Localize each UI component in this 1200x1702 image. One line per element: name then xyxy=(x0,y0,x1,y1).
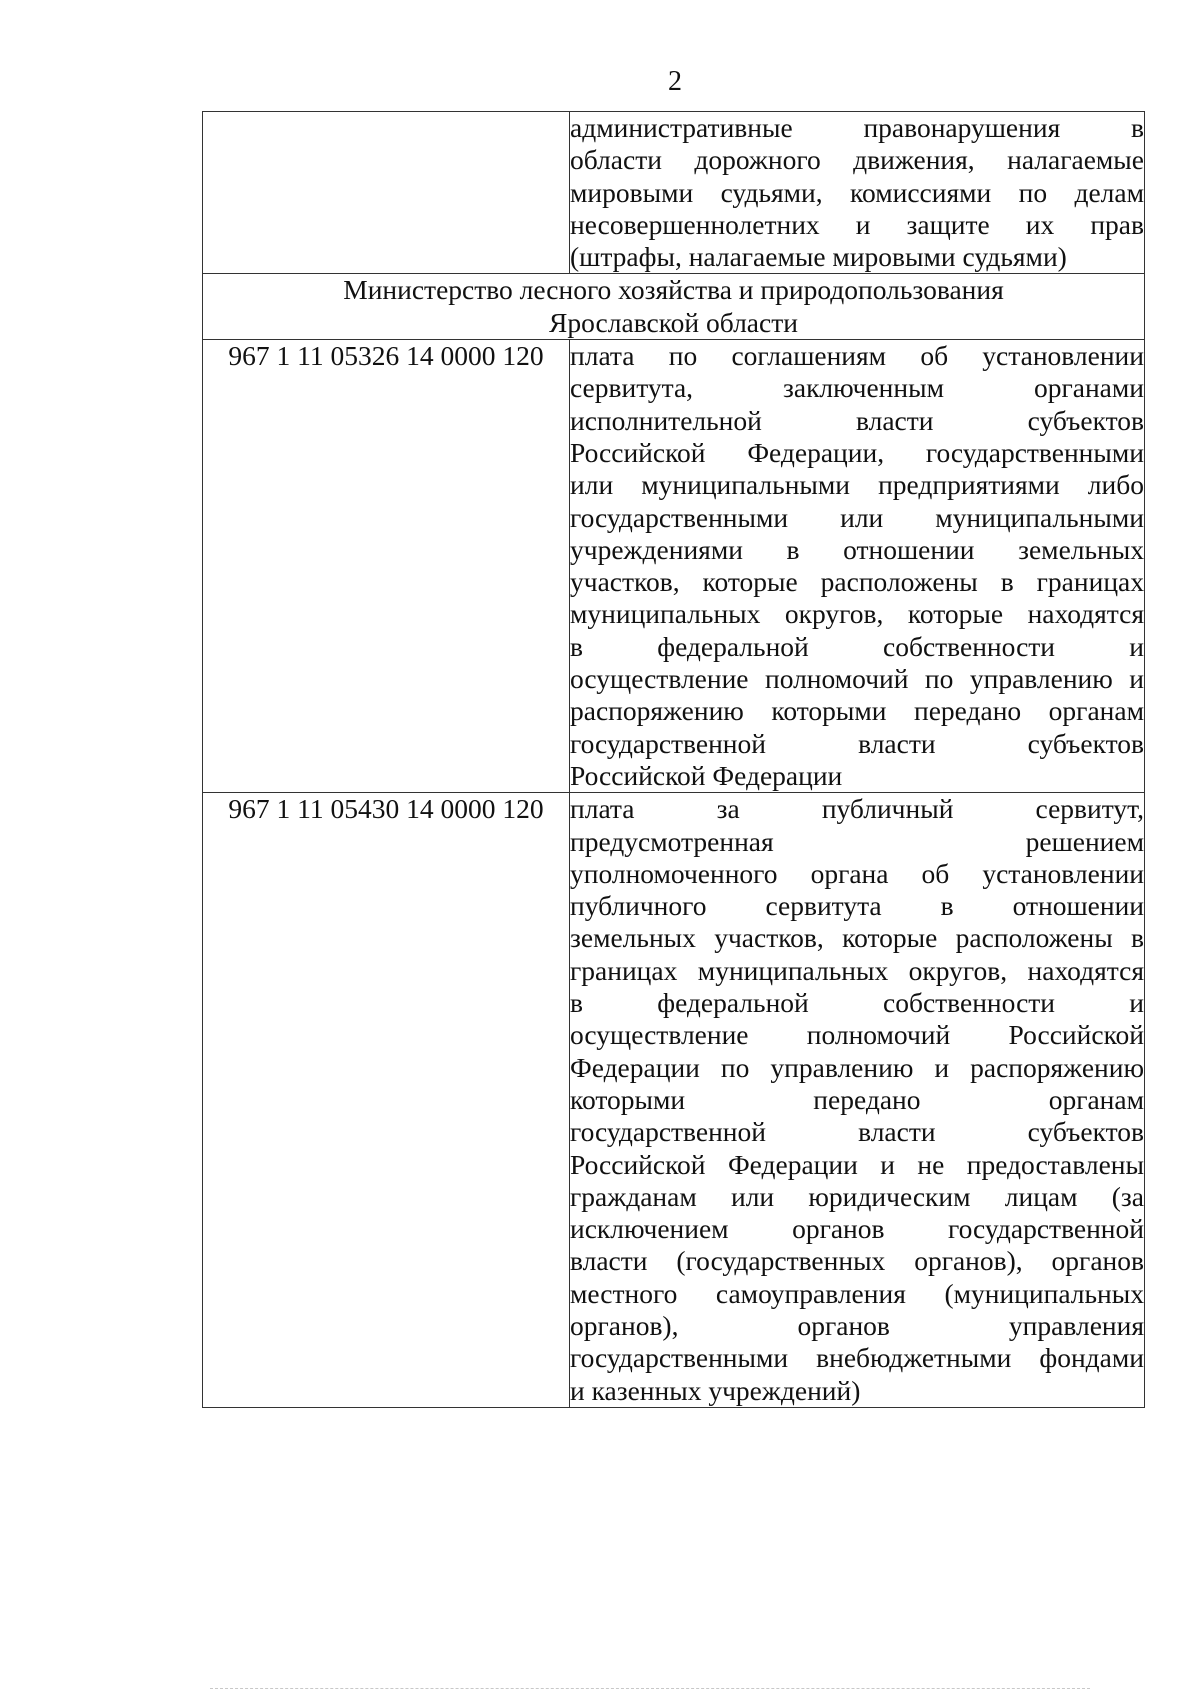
description-line: государственными внебюджетными фондами xyxy=(570,1342,1144,1374)
scan-bottom-edge xyxy=(210,1688,1090,1689)
code-cell-empty xyxy=(203,112,570,274)
description-line: распоряжению которыми передано органам xyxy=(570,695,1144,727)
table-row xyxy=(203,340,1145,793)
description-line: местного самоуправления (муниципальных xyxy=(570,1277,1144,1309)
description-line: государственной власти субъектов xyxy=(570,1116,1144,1148)
description-line: Федерации по управлению и распоряжению xyxy=(570,1051,1144,1083)
description-line: осуществление полномочий по управлению и xyxy=(570,663,1144,695)
description-line: (штрафы, налагаемые мировыми судьями) xyxy=(570,241,1067,273)
table-row-continuation xyxy=(203,112,1145,274)
revenue-code: 967 1 11 05326 14 0000 120 xyxy=(203,340,570,793)
description-line: учреждениями в отношении земельных xyxy=(570,533,1144,565)
description-line: гражданам или юридическим лицам (за xyxy=(570,1180,1144,1212)
description-line: мировыми судьями, комиссиями по делам xyxy=(570,176,1144,208)
description-line: власти (государственных органов), органов xyxy=(570,1245,1144,1277)
description-cell xyxy=(570,112,1145,274)
description-line: исполнительной власти субъектов xyxy=(570,404,1144,436)
description-line: осуществление полномочий Российской xyxy=(570,1019,1144,1051)
description-line: или муниципальными предприятиями либо xyxy=(570,469,1144,501)
section-heading-line: Ярославской области xyxy=(549,306,798,338)
description-line: предусмотренная решением xyxy=(570,825,1144,857)
description-line: в федеральной собственности и xyxy=(570,630,1144,662)
revenue-codes-table xyxy=(202,111,1145,1408)
description-line: сервитута, заключенным органами xyxy=(570,372,1144,404)
revenue-code: 967 1 11 05430 14 0000 120 xyxy=(203,793,570,1408)
description-line: государственной власти субъектов xyxy=(570,727,1144,759)
description-line: административные правонарушения в xyxy=(570,112,1144,143)
description-line: Российской Федерации xyxy=(570,759,843,791)
description-line: которыми передано органам xyxy=(570,1083,1144,1115)
description-line: плата по соглашениям об установлении xyxy=(570,340,1144,372)
section-heading-line: Министерство лесного хозяйства и природопользования xyxy=(343,274,1004,306)
description-line: муниципальных округов, которые находятся xyxy=(570,598,1144,630)
description-line: границах муниципальных округов, находятся xyxy=(570,954,1144,986)
table-row-section-heading xyxy=(203,274,1145,340)
description-cell xyxy=(570,793,1145,1408)
description-line: в федеральной собственности и xyxy=(570,987,1144,1019)
description-line: уполномоченного органа об установлении xyxy=(570,857,1144,889)
table-row xyxy=(203,793,1145,1408)
description-line: исключением органов государственной xyxy=(570,1213,1144,1245)
description-cell xyxy=(570,340,1145,793)
description-line: участков, которые расположены в границах xyxy=(570,566,1144,598)
description-line: государственными или муниципальными xyxy=(570,501,1144,533)
description-line: Российской Федерации, государственными xyxy=(570,436,1144,468)
section-heading xyxy=(203,274,1145,340)
description-line: области дорожного движения, налагаемые xyxy=(570,144,1144,176)
description-line: земельных участков, которые расположены в xyxy=(570,922,1144,954)
description-line: и казенных учреждений) xyxy=(570,1374,861,1406)
description-line: Российской Федерации и не предоставлены xyxy=(570,1148,1144,1180)
page-number: 2 xyxy=(668,66,682,97)
description-line: несовершеннолетних и защите их прав xyxy=(570,208,1144,240)
description-line: публичного сервитута в отношении xyxy=(570,890,1144,922)
description-line: плата за публичный сервитут, xyxy=(570,793,1144,825)
description-line: органов), органов управления xyxy=(570,1309,1144,1341)
